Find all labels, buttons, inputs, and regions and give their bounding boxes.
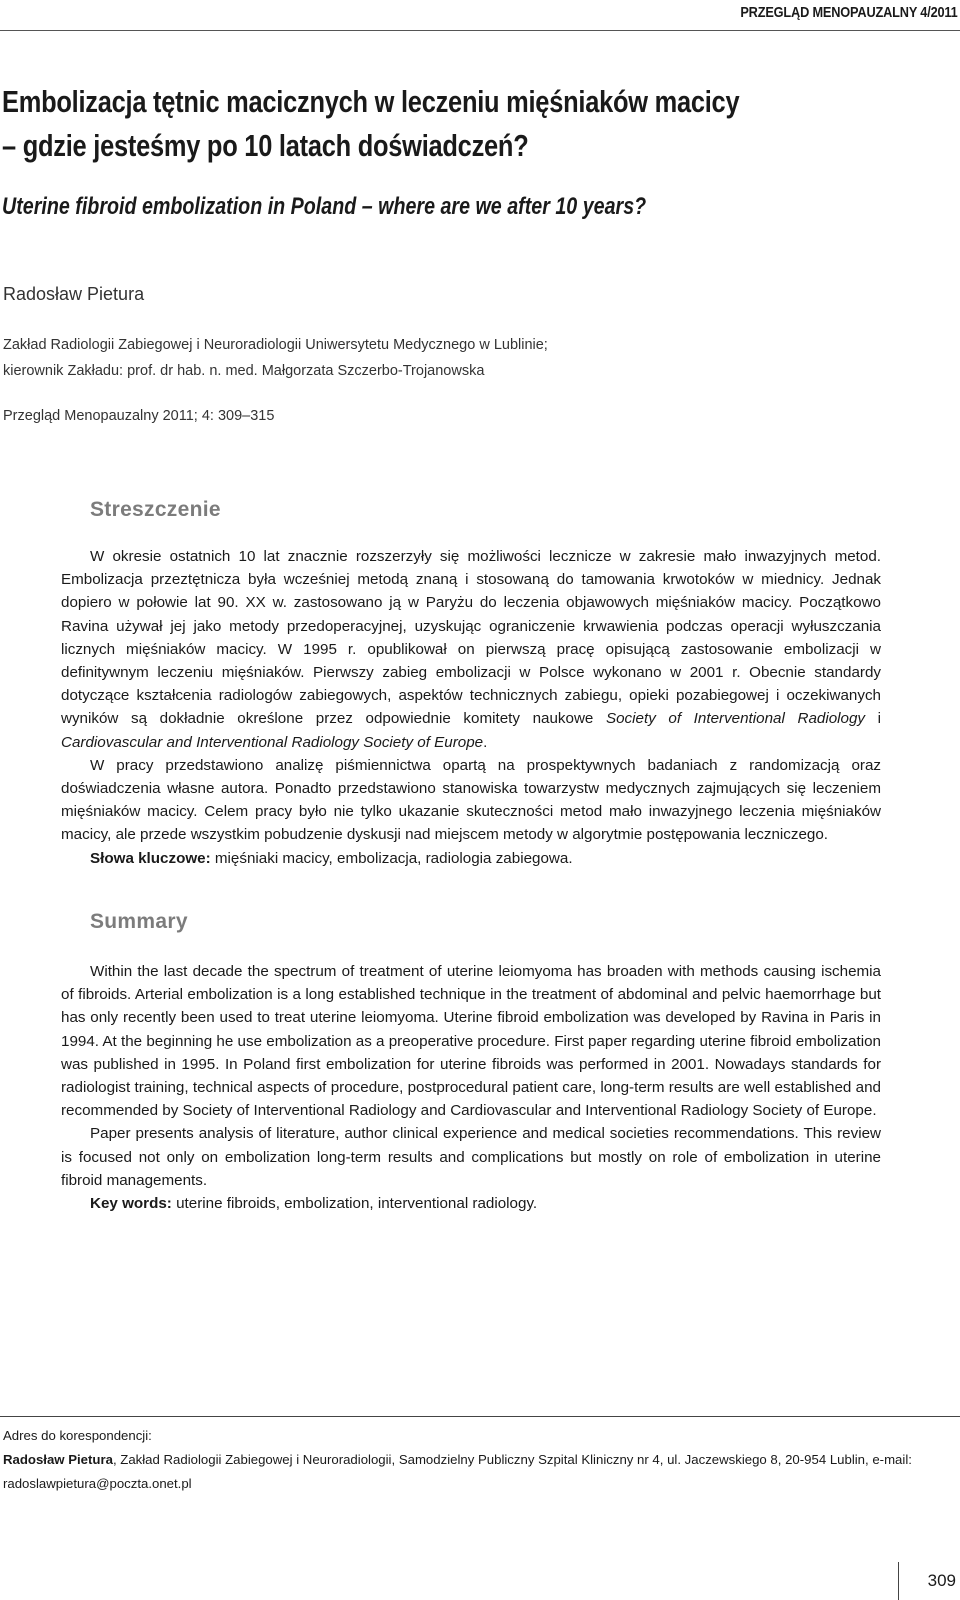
abstract-heading-en: Summary: [90, 910, 188, 933]
keywords-label-en: Key words:: [90, 1195, 172, 1213]
article-title-pl: [2, 80, 740, 168]
footer-divider: [0, 1416, 960, 1417]
society-name-1: Society of Interventional Radiology: [605, 710, 866, 728]
abstract-pl-paragraph-1: [61, 545, 881, 754]
header-divider: [0, 30, 960, 31]
affiliation-line-2: kierownik Zakładu: prof. dr hab. n. med. Małgorzata Szczerbo-Trojanowska: [3, 363, 485, 379]
keywords-list-pl: mięśniaki macicy, embolizacja, radiologia zabiegowa.: [210, 849, 573, 867]
abstract-heading-pl: Streszczenie: [90, 498, 221, 521]
abstract-pl: [61, 545, 881, 870]
correspondence-details: [3, 1448, 953, 1496]
affiliation: [3, 332, 903, 384]
affiliation-line-1: Zakład Radiologii Zabiegowej i Neuroradiologii Uniwersytetu Medycznego w Lublinie;: [3, 337, 548, 353]
abstract-en-paragraph-1: Within the last decade the spectrum of treatment of uterine leiomyoma has broaden with methods causing ischemia of fibroids. Arterial embolization is a long established technique in the treatment of abdominal and pelvic haemorrhage but has only recently been used to treat uterine leiomyoma. Uterine fibroid embolization was developed by Ravina in Paris in 1994. At the beginning he use embolization as a preoperative procedure. First paper regarding uterine fibroid embolization was published in 1995. In Poland first embolization for uterine fibroids was performed in 2001. Nowadays standards for radiologist training, technical aspects of procedure, postprocedural patient care, long-term results are well established and recommended by Society of Interventional Radiology and Cardiovascular and Interventional Radiology Society of Europe.: [61, 963, 881, 1120]
journal-header: PRZEGLĄD MENOPAUZALNY 4/2011: [740, 4, 958, 21]
conjunction: i: [865, 710, 882, 728]
correspondence-label: Adres do korespondencji:: [3, 1428, 152, 1443]
period: .: [483, 733, 488, 751]
correspondence-address: , Zakład Radiologii Zabiegowej i Neuroradiologii, Samodzielny Publiczny Szpital Kliniczny nr 4, ul. Jaczewskiego 8, 20-954 Lublin, e-mail: radoslawpietura@poczta.onet.pl: [3, 1452, 912, 1491]
page-number-divider: [898, 1562, 899, 1600]
correspondence: [3, 1424, 953, 1496]
title-line-1: Embolizacja tętnic macicznych w leczeniu mięśniaków macicy: [2, 84, 740, 119]
keywords-pl: [61, 847, 881, 870]
abstract-en-paragraph-2: Paper presents analysis of literature, author clinical experience and medical societies recommendations. This review is focused not only on embolization long-term results and complications but mostly on role of embolization in uterine fibroid managements.: [61, 1125, 881, 1189]
abstract-en: [61, 960, 881, 1215]
citation: Przegląd Menopauzalny 2011; 4: 309–315: [3, 408, 275, 424]
society-name-2: Cardiovascular and Interventional Radiology Society of Europe: [61, 733, 484, 751]
article-title-en: Uterine fibroid embolization in Poland – where are we after 10 years?: [2, 193, 647, 220]
page-number: 309: [927, 1571, 956, 1590]
keywords-list-en: uterine fibroids, embolization, interventional radiology.: [171, 1195, 538, 1213]
abstract-pl-paragraph-2: W pracy przedstawiono analizę piśmiennictwa opartą na prospektywnych badaniach z randomizacją oraz doświadczenia własne autora. Ponadto przedstawiono stanowiska towarzystw medycznych zajmujących się leczeniem mięśniaków macicy. Celem pracy było nie tylko ukazanie skuteczności metod mało inwazyjnego leczenia mięśniaków macicy, ale przede wszystkim pobudzenie dyskusji nad miejscem metody w algorytmie postępowania leczniczego.: [61, 756, 881, 844]
correspondence-name: Radosław Pietura: [3, 1452, 113, 1467]
abstract-pl-text: W okresie ostatnich 10 lat znacznie rozszerzyły się możliwości lecznicze w zakresie mało inwazyjnych metod. Embolizacja przeztętnicza była wcześniej metodą znaną i stosowaną do tamowania krwotoków w miednicy. Jednak dopiero w połowie lat 90. XX w. zastosowano ją w Paryżu do leczenia objawowych mięśniaków macicy. Początkowo Ravina używał jej jako metody przedoperacyjnej, uzyskując ograniczenie krwawienia podczas operacji wyłuszczania licznych mięśniaków macicy. W 1995 r. opublikował on pierwszą pracę opisującą zastosowanie embolizacji w definitywnym leczeniu mięśniaków. Pierwszy zabieg embolizacji w Polsce wykonano w 2001 r. Obecnie standardy dotyczące kształcenia radiologów zabiegowych, aspektów technicznych zabiegu, opieki pozabiegowej i oczekiwanych wyników są dokładnie określone przez odpowiednie komitety naukowe: [61, 548, 881, 728]
title-line-2: – gdzie jesteśmy po 10 latach doświadczeń?: [2, 128, 529, 163]
keywords-en: [61, 1192, 881, 1215]
keywords-label-pl: Słowa kluczowe:: [90, 849, 211, 867]
author-name: Radosław Pietura: [3, 284, 145, 304]
